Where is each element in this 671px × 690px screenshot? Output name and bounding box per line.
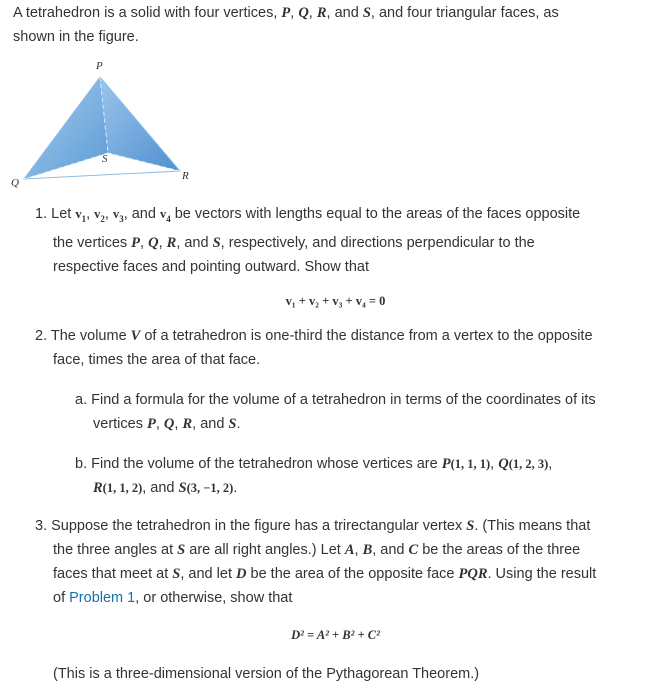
problem-1	[35, 202, 665, 279]
vertex-label-r: R	[182, 170, 189, 182]
problem-2a-line-1: a. Find a formula for the volume of a tetrahedron in terms of the coordinates of its	[75, 392, 596, 408]
problem-3-line-1: 3. Suppose the tetrahedron in the figure has a trirectangular vertex S. (This means that	[35, 518, 591, 534]
problem-2-line-2: face, times the area of that face.	[53, 352, 261, 368]
problem-2a	[75, 388, 665, 436]
problem-2a-line-2: vertices P, Q, R, and S.	[93, 416, 241, 432]
tetrahedron-figure	[0, 55, 220, 190]
problem-3-note: (This is a three-dimensional version of the Pythagorean Theorem.)	[53, 666, 480, 682]
problem-2	[35, 324, 665, 372]
face-pqs	[24, 77, 108, 179]
problem-1-equation: v₁ + v₂ + v₃ + v₄ = 0	[285, 294, 386, 308]
problem-1-line-1: 1. Let $v_1$, $v_2$, $v_3$, and $v_4$ be vectors with lengths equal to the areas of the faces opposite	[35, 206, 581, 224]
intro-line-2: shown in the figure.	[13, 29, 139, 45]
intro-paragraph	[13, 1, 663, 49]
problem-2b	[75, 452, 665, 500]
problem-3-equation: D² = A² + B² + C²	[291, 628, 380, 642]
problem-2b-line-2: R(1, 1, 2), and S(3, −1, 2).	[93, 480, 238, 496]
vertex-label-s: S	[102, 153, 108, 165]
problem-3-line-2: the three angles at S are all right angles.) Let A, B, and C be the areas of the three	[53, 542, 581, 558]
vertex-label-p: P	[96, 60, 103, 72]
problem-3-line-3: faces that meet at S, and let D be the area of the opposite face PQR. Using the result	[53, 566, 597, 582]
problem-2-line-1: 2. The volume V of a tetrahedron is one-third the distance from a vertex to the opposite	[35, 328, 593, 344]
intro-line-1: A tetrahedron is a solid with four vertices, P, Q, R, and S, and four triangular faces, as	[13, 5, 559, 21]
problem-1-line-3: respective faces and pointing outward. Show that	[53, 258, 369, 275]
problem-1-link[interactable]: Problem 1	[69, 590, 136, 606]
problem-3	[35, 514, 665, 610]
problem-2b-line-1: b. Find the volume of the tetrahedron whose vertices are P(1, 1, 1), Q(1, 2, 3),	[75, 456, 553, 472]
problem-3-line-4: of Problem 1, or otherwise, show that	[53, 590, 293, 606]
problem-1-line-2: the vertices P, Q, R, and S, respectively, and directions perpendicular to the	[53, 234, 535, 251]
vertex-label-q: Q	[11, 177, 19, 189]
